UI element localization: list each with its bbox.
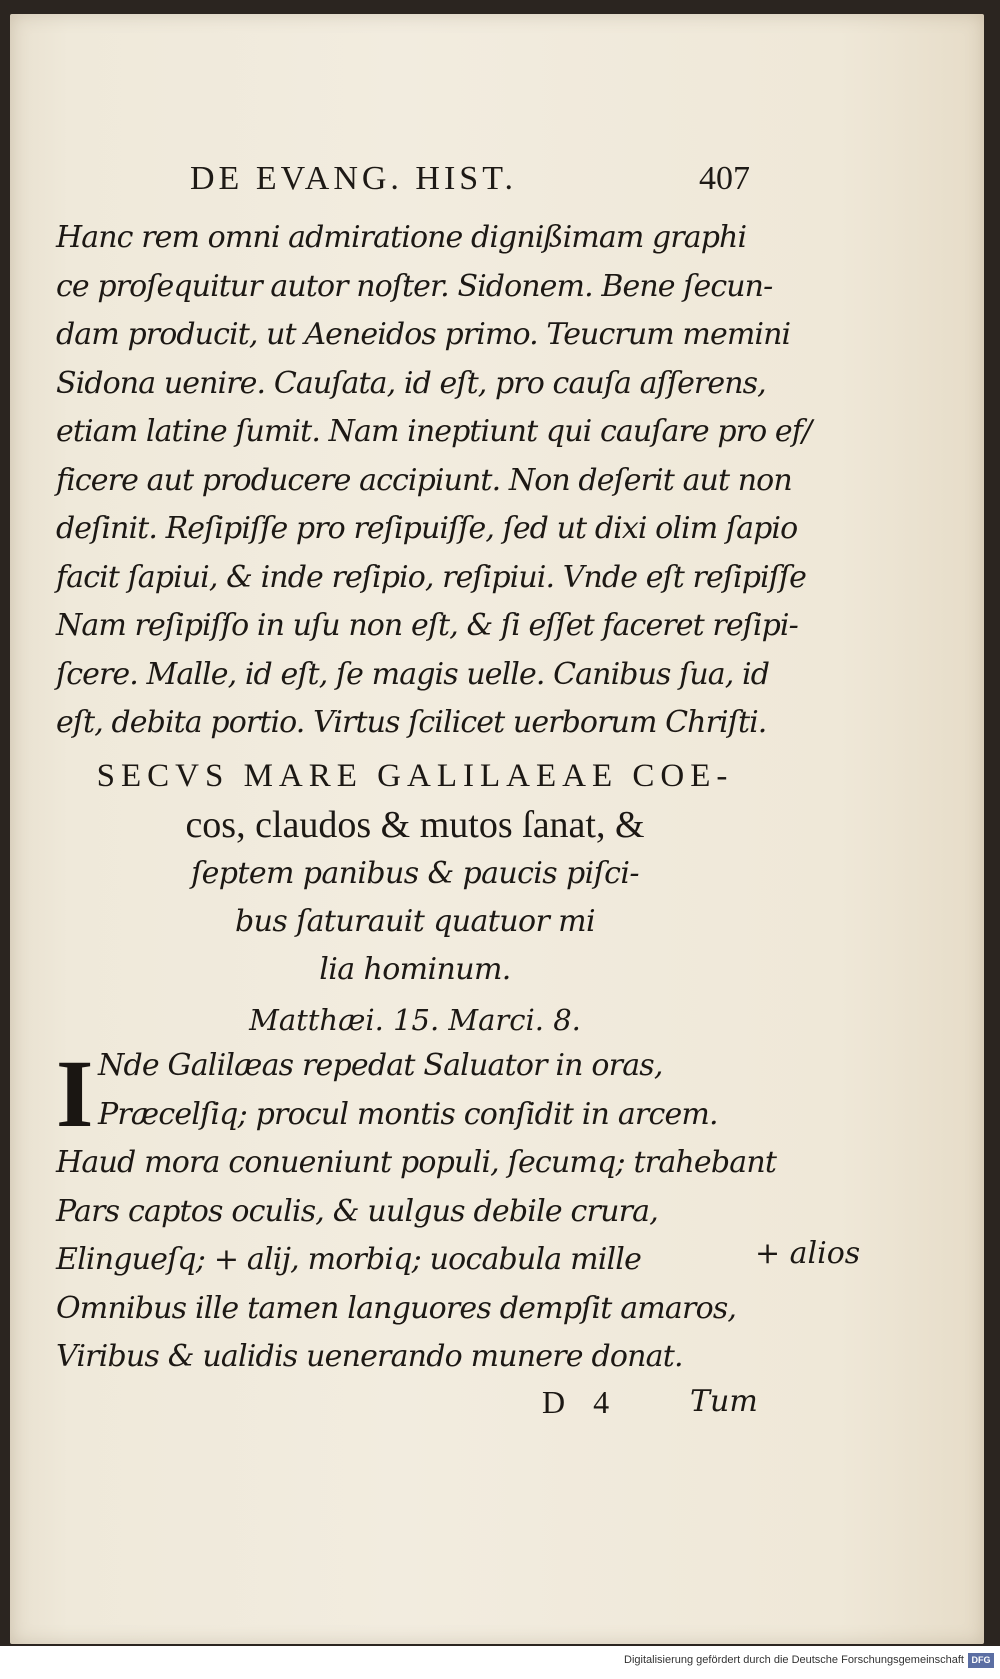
catchword: Tum — [690, 1384, 758, 1419]
commentary-line: Sidona uenire. Cauſata, id eſt, pro cauſa aſſerens, — [56, 365, 766, 401]
footer-bar — [0, 1646, 1000, 1679]
heading-line-italic: lia hominum. — [319, 952, 511, 987]
verse-text — [56, 1042, 776, 1382]
funding-credit: Digitalisierung gefördert durch die Deutsche Forschungsgemeinschaft — [624, 1654, 964, 1666]
page-number: 407 — [699, 160, 750, 197]
scripture-reference: Matthæi. 15. Marci. 8. — [249, 1003, 581, 1037]
verse-line: Elingueſq; + alij, morbiq; uocabula mille — [56, 1242, 642, 1277]
heading-line-capitals: SECVS MARE GALILAEAE COE- — [96, 758, 734, 794]
commentary-text — [56, 214, 812, 748]
heading-line-italic: ſeptem panibus & paucis piſci- — [191, 856, 639, 891]
commentary-line: deſinit. Reſipiſſe pro reſipuiſſe, ſed ut dixi olim ſapio — [56, 511, 798, 546]
commentary-line: eſt, debita portio. Virtus ſcilicet uerborum Chriſti. — [56, 705, 767, 740]
verse-line: Viribus & ualidis uenerando munere donat. — [56, 1339, 683, 1374]
commentary-line: Nam reſipiſſo in uſu non eſt, & ſi eſſet faceret reſipi- — [56, 608, 798, 643]
heading-line-italic: bus ſaturauit quatuor mi — [235, 904, 595, 939]
verse-line: Nde Galilæas repedat Saluator in oras, — [98, 1048, 663, 1083]
running-title: DE EVANG. HIST. — [190, 160, 517, 197]
dfg-logo: DFG — [968, 1653, 994, 1668]
verse-line: Pars captos oculis, & uulgus debile crura, — [56, 1193, 658, 1229]
drop-cap-initial: I — [56, 1040, 94, 1147]
verse-line: Haud mora conueniunt populi, ſecumq; trahebant — [56, 1145, 777, 1180]
commentary-line: facit ſapiui, & inde reſipio, reſipiui. Vnde eſt reſipiſſe — [56, 559, 806, 595]
commentary-line: etiam latine ſumit. Nam ineptiunt qui cauſare pro ef/ — [56, 414, 812, 449]
commentary-line: Hanc rem omni admiratione dignißimam graphi — [56, 220, 747, 255]
commentary-line: ce proſequitur autor noſter. Sidonem. Bene ſecun- — [56, 268, 773, 304]
commentary-line: dam producit, ut Aeneidos primo. Teucrum memini — [56, 317, 791, 352]
section-heading — [70, 752, 760, 1046]
marginal-note: + alios — [755, 1236, 861, 1271]
heading-line-roman: cos, claudos & mutos ſanat, & — [185, 804, 645, 846]
book-page — [10, 14, 984, 1644]
commentary-line: ſcere. Malle, id eſt, ſe magis uelle. Canibus ſua, id — [56, 656, 770, 692]
running-head — [130, 160, 750, 210]
verse-line: Præcelſiq; procul montis conſidit in arcem. — [98, 1096, 718, 1132]
verse-line: Omnibus ille tamen languores dempſit amaros, — [56, 1290, 737, 1326]
signature-mark: D 4 — [542, 1384, 610, 1420]
commentary-line: ficere aut producere accipiunt. Non deſerit aut non — [56, 462, 792, 498]
